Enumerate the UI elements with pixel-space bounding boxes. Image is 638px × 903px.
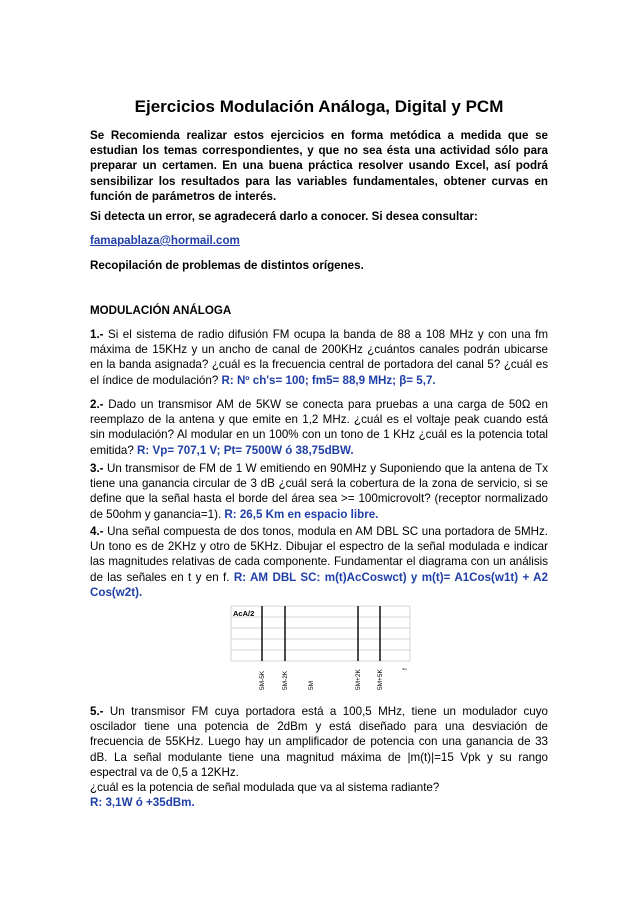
tick-label: f [402,668,409,670]
exercise-1 [90,327,548,388]
exercise-5 [90,704,548,810]
tick-label: 5M [308,680,315,690]
exercise-5-answer: R: 3,1W ó +35dBm. [90,796,195,810]
exercise-3-number: 3.- [90,462,104,475]
contact-email-link[interactable]: famapablaza@hormail.com [90,234,240,247]
exercise-5-text: Un transmisor FM cuya portadora está a 100,5 MHz, tiene un modulador cuyo oscilador tiene una potencia de 2dBm y está diseñado para una desviación de frecuencia de 55KHz. Luego hay un amplificador de potencia con una ganancia de 33 dB. La señal modulante tiene una magnitud máxima de |m(t)|=15 Vpk y su rango espectral va de 0,5 a 12KHz. [90,705,548,779]
exercise-2-answer: R: Vp= 707,1 V; Pt= 7500W ó 38,75dBW. [137,443,354,457]
error-note: Si detecta un error, se agradecerá darlo a conocer. Si desea consultar: [90,210,478,223]
exercise-4-number: 4.- [90,525,104,538]
y-axis-label: AcA/2 [233,609,255,618]
chart-grid [231,606,410,661]
exercise-5-number: 5.- [90,705,104,718]
intro-paragraph: Se Recomienda realizar estos ejercicios en forma metódica a medida que se estudian los temas correspondientes, y que no sea ésta una actividad sólo para preparar un certamen. En una buena práctica resolver usando Excel, así podrá sensibilizar los resultados para las variables fundamentales, obtener curvas en función de parámetros de interés. [90,129,548,203]
exercise-4-answer: R: AM DBL SC: m(t)AcCoswct) y m(t)= A1Cos(w1t) + A2 Cos(w2t). [90,570,549,599]
compilation-note: Recopilación de problemas de distintos orígenes. [90,259,364,272]
exercise-4 [90,524,548,600]
tick-label: 5M-2K [282,670,289,690]
exercise-2-number: 2.- [90,398,104,411]
tick-label: 5M+2K [355,669,362,690]
section-heading: MODULACIÓN ANÁLOGA [90,304,232,317]
exercise-3-answer: R: 26,5 Km en espacio libre. [224,507,379,521]
document-title: Ejercicios Modulación Análoga, Digital y PCM [134,97,504,116]
exercise-4-text: Una señal compuesta de dos tonos, modula en AM DBL SC una portadora de 5MHz. Un tono es de 2KHz y otro de 5KHz. Dibujar el espectro de la señal modulada e indicar las magnitudes relativas de cada componente. Fundamentar el diagrama con un análisis de las señales en t y en f. [90,525,548,584]
exercise-2 [90,397,548,458]
exercise-1-number: 1.- [90,328,104,341]
exercise-5-question: ¿cuál es la potencia de señal modulada que va al sistema radiante? [90,781,440,795]
exercise-2-text: Dado un transmisor AM de 5KW se conecta para pruebas a una carga de 50Ω en reemplazo de la antena y que emite en 1,2 MHz. ¿cuál es el voltaje peak cuando está sin modulación? Al modular en un 100% con un tono de 1 KHz ¿cuál es la potencia total emitida? [90,398,548,457]
tick-label: 5M+5K [377,669,384,690]
spectrum-chart [228,603,413,693]
exercise-3 [90,461,548,522]
exercise-1-answer: R: Nº ch's= 100; fm5= 88,9 MHz; β= 5,7. [221,373,436,387]
tick-label: 5M-5K [259,670,266,690]
exercise-1-text: Si el sistema de radio difusión FM ocupa la banda de 88 a 108 MHz y con una fm máxima de 15KHz y un ancho de canal de 200KHz ¿cuántos canales podrán ubicarse en la banda asignada? ¿cuál es la frecuencia central de portadora del canal 5? ¿cuál es el índice de modulación? [90,328,548,387]
exercise-3-text: Un transmisor de FM de 1 W emitiendo en 90MHz y Suponiendo que la antena de Tx tiene una ganancia circular de 3 dB ¿cuál será la cobertura de la zona de servicio, si se define que la señal hasta el borde del área sea >= 100microvolt? (receptor normalizado de 50ohm y ganancia=1). [90,462,548,521]
